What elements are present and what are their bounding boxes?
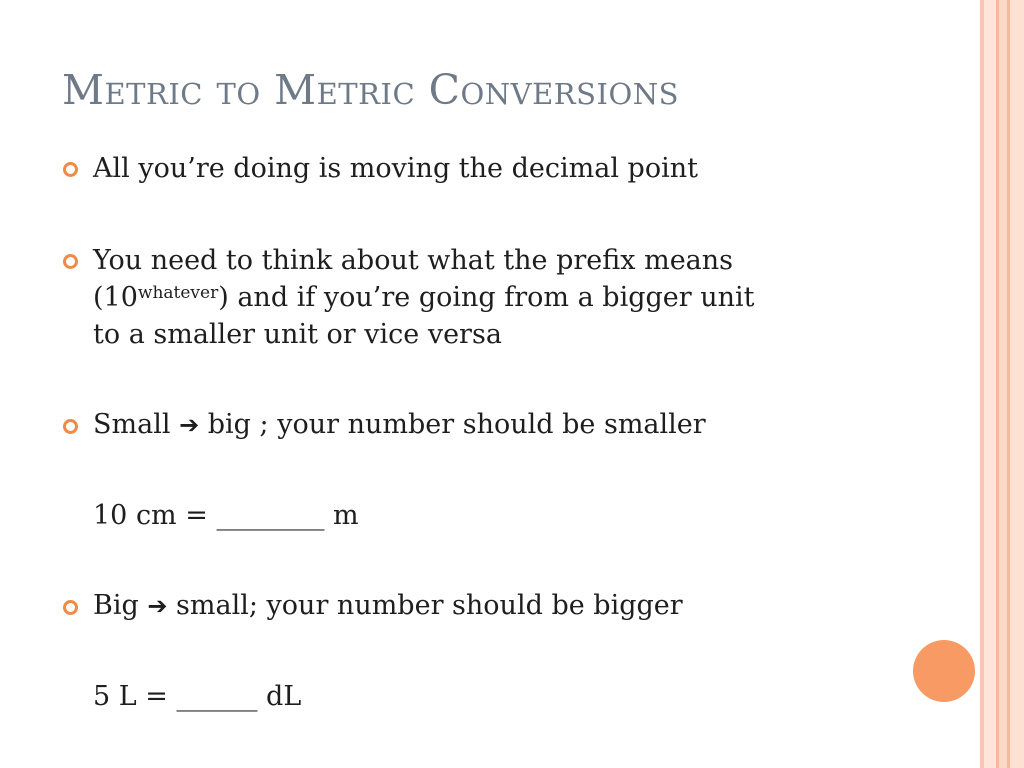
- slide-title: Metric to Metric Conversions: [62, 66, 679, 114]
- bullet-item-4: Big ➔ small; your number should be bigger: [93, 587, 683, 625]
- example-problem-2: 5 L = ______ dL: [93, 681, 302, 712]
- bullet-text-line: You need to think about what the prefix means: [93, 245, 734, 276]
- bullet-text-line: to a smaller unit or vice versa: [93, 319, 502, 350]
- bullet-item-3: Small ➔ big ; your number should be smaller: [93, 406, 706, 444]
- bullet-ring-icon: [63, 600, 78, 615]
- exponent-superscript: whatever: [137, 283, 219, 303]
- bullet-text: All you’re doing is moving the decimal point: [93, 153, 698, 184]
- bullet-text-line: $(10^{whatever})$ and if you’re going from a bigger unit: [93, 282, 755, 313]
- decorative-side-stripes: [980, 0, 1024, 768]
- bullet-ring-icon: [63, 162, 78, 177]
- bullet-ring-icon: [63, 254, 78, 269]
- right-arrow-icon: ➔: [147, 592, 168, 620]
- right-arrow-icon: ➔: [179, 411, 200, 439]
- bullet-item-2: [93, 242, 755, 353]
- bullet-item-1: [93, 150, 698, 187]
- example-problem-1: 10 cm = ________ m: [93, 500, 359, 531]
- bullet-ring-icon: [63, 419, 78, 434]
- decorative-circle: [913, 640, 975, 702]
